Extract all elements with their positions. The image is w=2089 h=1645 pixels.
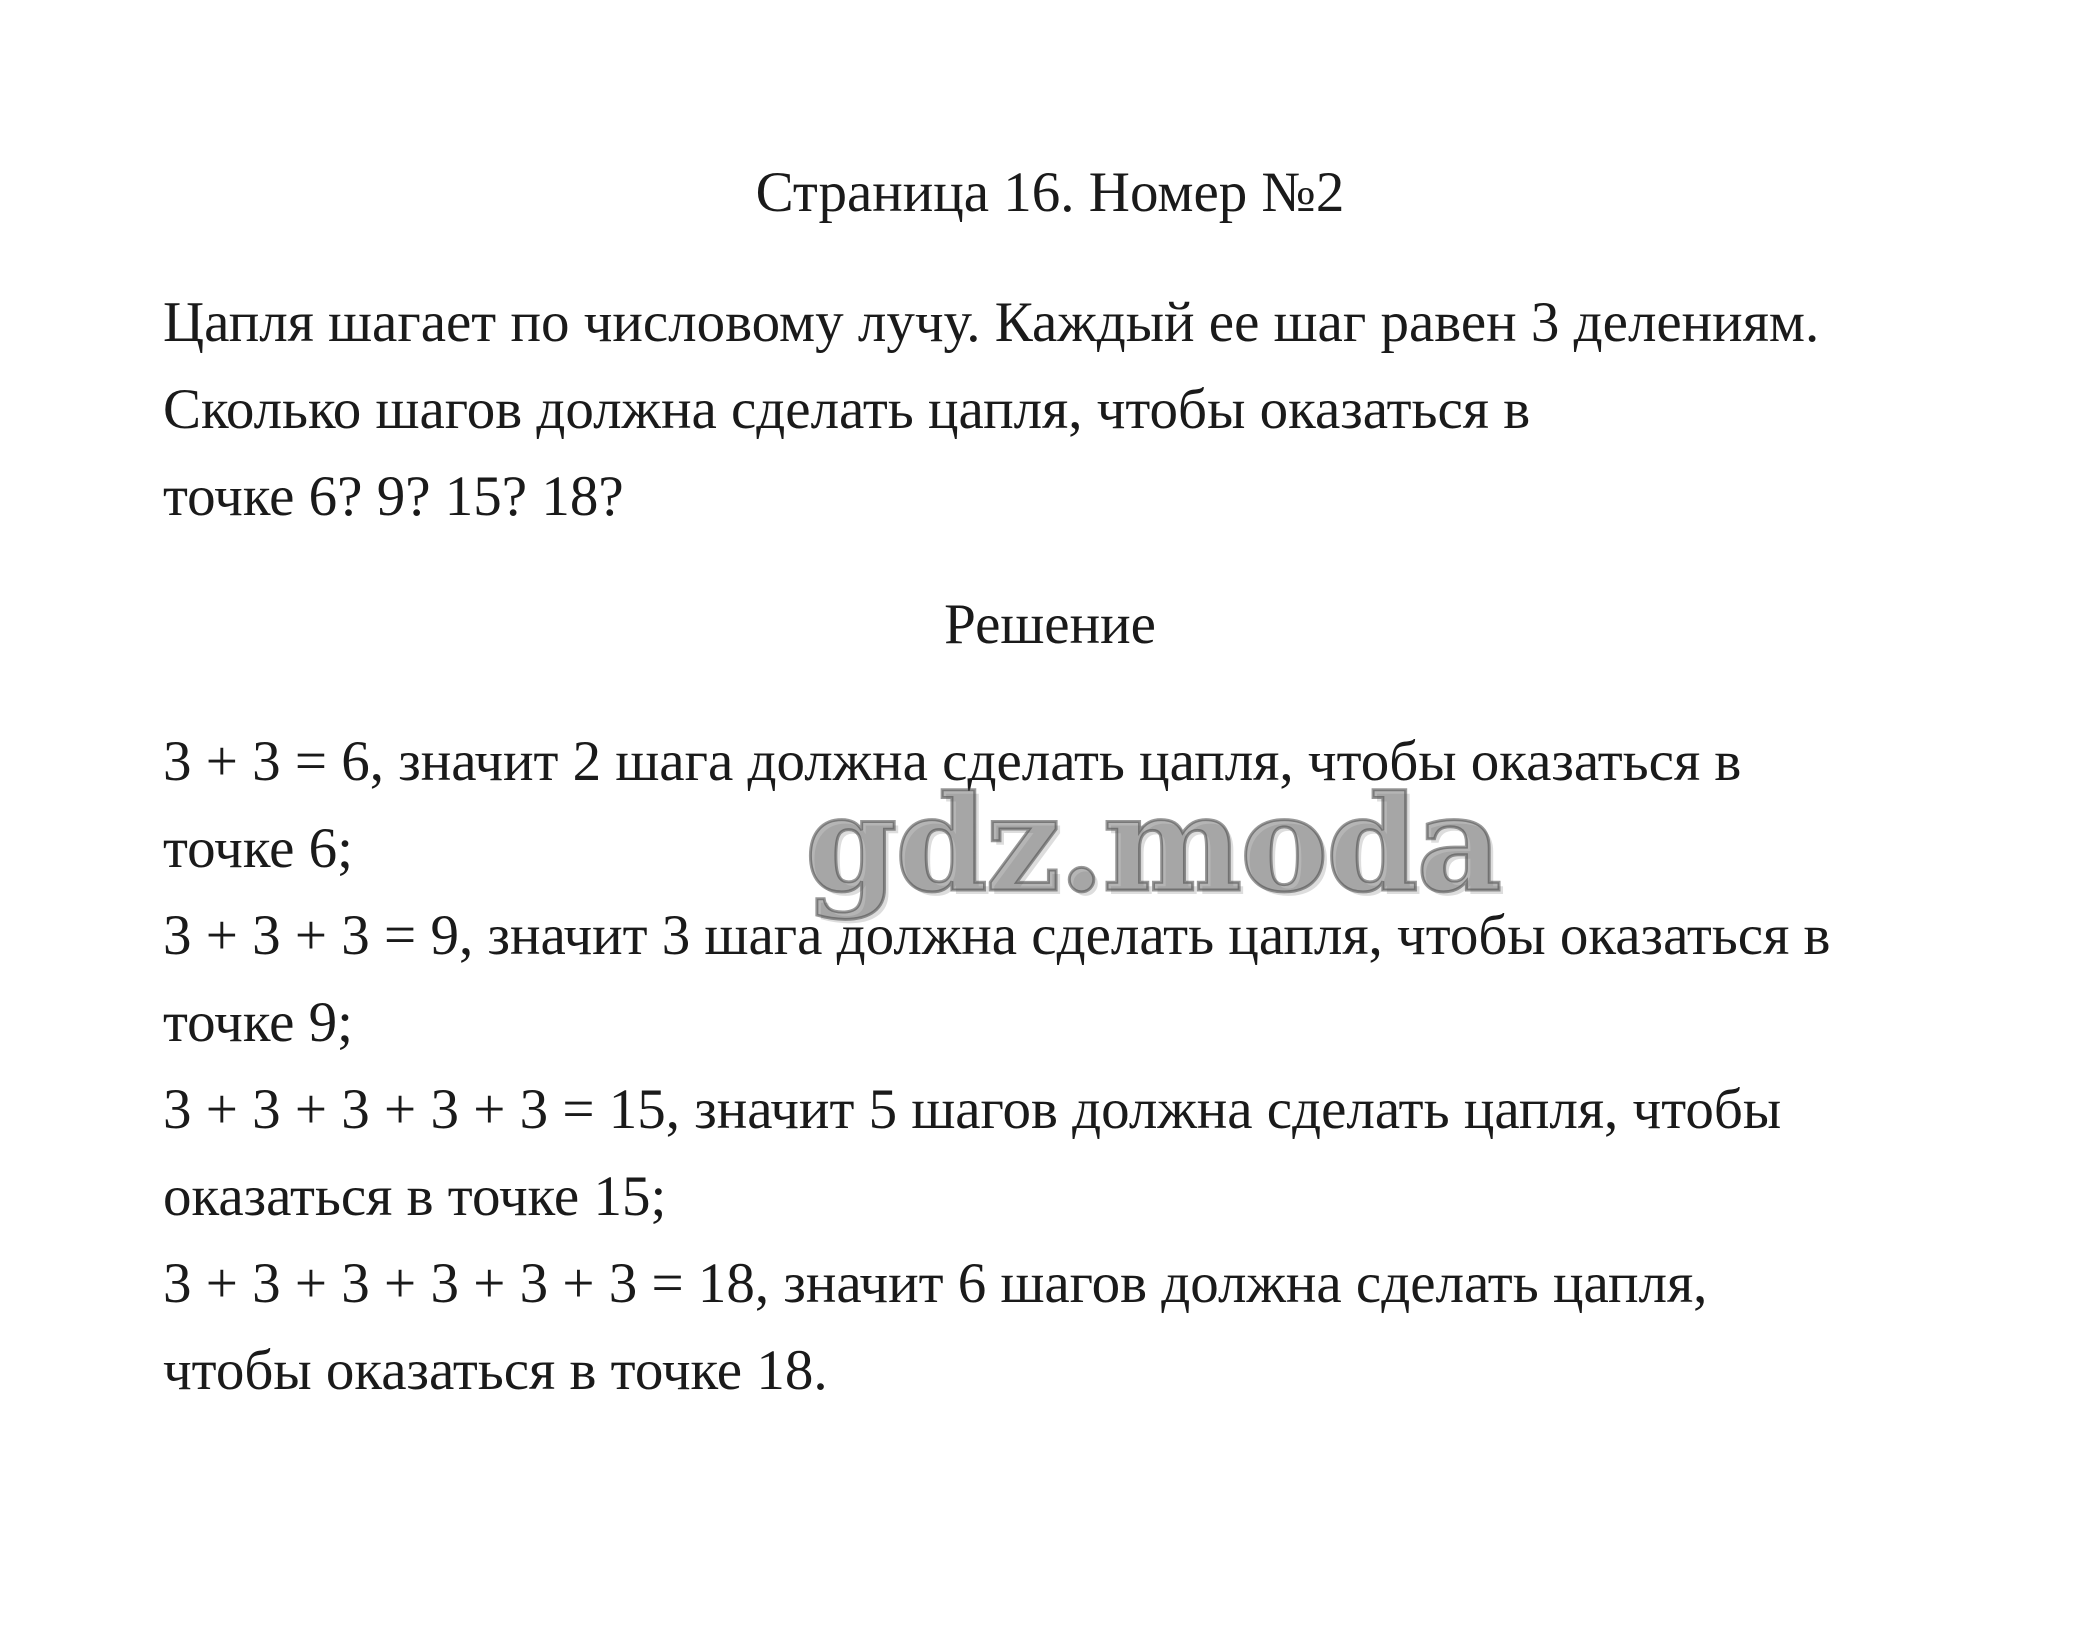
page-title: Страница 16. Номер №2 [755, 161, 1345, 224]
solution-line-6: оказаться в точке 15; [163, 1165, 667, 1228]
problem-line-1: Цапля шагает по числовому лучу. Каждый ее шаг равен 3 делениям. [163, 291, 1820, 354]
problem-line-3: точке 6? 9? 15? 18? [163, 465, 624, 528]
solution-line-5: 3 + 3 + 3 + 3 + 3 = 15, значит 5 шагов должна сделать цапля, чтобы [163, 1078, 1782, 1141]
solution-line-3: 3 + 3 + 3 = 9, значит 3 шага должна сделать цапля, чтобы оказаться в [163, 904, 1831, 967]
solution-line-1: 3 + 3 = 6, значит 2 шага должна сделать цапля, чтобы оказаться в [163, 730, 1742, 793]
watermark-logo: gdz.moda [805, 767, 1501, 922]
solution-line-4: точке 9; [163, 991, 354, 1054]
solution-line-8: чтобы оказаться в точке 18. [163, 1339, 828, 1402]
solution-line-7: 3 + 3 + 3 + 3 + 3 + 3 = 18, значит 6 шагов должна сделать цапля, [163, 1252, 1708, 1315]
problem-line-2: Сколько шагов должна сделать цапля, чтобы оказаться в [163, 378, 1531, 441]
solution-heading: Решение [944, 593, 1156, 656]
solution-line-2: точке 6; [163, 817, 354, 880]
